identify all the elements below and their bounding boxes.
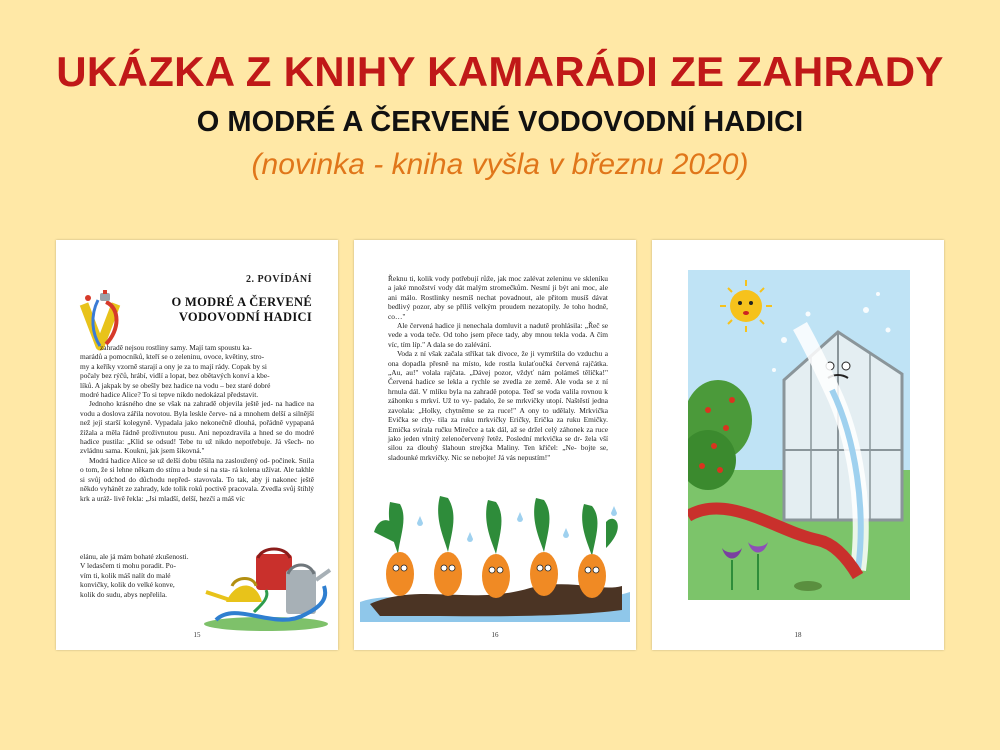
page-number: 16 (491, 631, 499, 639)
chapter-tail: elánu, ale já mám bohaté zkušenosti. V ledasčem ti mohu poradit. Po- vím ti, kolik máš nalít do malé konvičky, kolik do velké konve, kolik do sudu, abys nepřelila. (80, 552, 189, 599)
book-page-18 (652, 240, 944, 650)
paragraph: Modrá hadice Alice se už delší dobu těšila na zasloužený od- počinek. Snila o tom, že si lehne někam do stínu a bude si na sta- rá kolena užívat. Ale takhle si svůj odchod do důchodu nepřed- stavovala. To tak, aby ji nakonec ještě někdo vyhánět ze zahrady, kde tolik roků poctivě pracovala. Zvedla svůj štíhlý krk a uráž- livě řekla: „Jsi mladší, delší, hezčí a máš víc (80, 455, 314, 503)
main-title: UKÁZKA Z KNIHY KAMARÁDI ZE ZAHRADY (56, 48, 944, 95)
paragraph: Řeknu ti, kolik vody potřebují růže, jak moc zalévat zeleninu ve skleníku a jaké množství vody dát malým stromečkům. Nesmí ji být ani moc, ale ani málo. Rostlinky nesmíš nechat povadnout, ale přitom musíš dávat bedlivý pozor, aby se příliš velkým proudem nezatopily. Je toho hodně, co…" (388, 274, 608, 321)
chapter-title: O MODRÉ A ČERVENÉ VODOVODNÍ HADICI (171, 295, 312, 324)
watering-cans-illustration (196, 540, 336, 632)
page-number: 15 (193, 631, 201, 639)
chapter-intro: zahradě nejsou rostliny samy. Mají tam spoustu ka- marádů a pomocníků, kteří se o zeleninu, ovoce, květiny, stro- my a keříky vzorně starají a ony je za to mají rády. Copak by si počaly bez rýčů, hrábí, vidlí a lopat, bez obětavých konví a kbe- líků. A jakpak by se obešly bez hadice na vodu – bez staré dobré modré hadice Alice? To si tepve nikdo nedokázal představit. Jednoho krásného dne se však na zahradě objevila ještě jed- na hadice na vodu a doslova zářila novotou. Byla leskle červe- ná a mnohem delší a silnější než její starší kolegyně. Vypadala jako nekonečně dlouhá, pořádně vypapaná žížala a měla řádně proživnutou pusu. Ani nepozdravila a hned se do modré hadice pustila: „Klid se odsud! Tebe tu už nikdo nepotřebuje. Já všech- no zvládnu sama. Koukni, jak jsem šikovná." Modrá hadice Alice se už delší dobu těšila na zasloužený od- počinek. Snila o tom, že si lehne někam do stínu a bude si na sta- rá kolena užívat. Ale takhle si svůj odchod do důchodu nepřed- stavovala. To tak, aby ji nakonec ještě někdo vyhánět ze zahrady, kde tolik roků poctivě pracovala. Zvedla svůj štíhlý krk a uráž- livě řekla: „Jsi mladší, delší, hezčí a máš víc (80, 343, 314, 503)
paragraph: Ale červená hadice ji nenechala domluvit a nadutě prohlásila: „Řeč se vede a voda teče. Od toho jsem přece tady, aby mnou tekla voda. A čím víc, tím líp." A dala se do zalévání. (388, 321, 608, 349)
story-title: O MODRÉ A ČERVENÉ VODOVODNÍ HADICI (196, 106, 804, 138)
paragraph: Voda z ní však začala stříkat tak divoce, že ji vymrštila do vzduchu a ona dopadla přesně na místo, kde rostla kulaťoučká červená rajčátka. „Au, au!" volala rajčata. „Dávej pozor, vždyť nám polámeš tělíčka!" Červená hadice se lekla a rychle se zvedla ze země. Ale voda se z ní hrnula dál. V mlíku byla na zahradě potopa. Teď se voda valila rovnou k záhonku s mrkví. Už to vy- padalo, že se mrkvičky utopí. Naštěstí jedna zavolala: „Holky, chytněme se za ruce!" A ony to udělaly. Mrkvička Evička se chy- tila za ruku mrkvičky Eričky, Erička za ruku Emičky. Emička svírala ručku Mirečce a tak dál, až se držel celý záhonek za ruce jako jeden vlnitý zelenočervený řetěz. Poslední mrkvička se dr- žela vší silou za dlouhý šlahoun strejčka Maliny. Ten křičel: „Ne- bojte se, sladounké mrkvičky. Nic se nebojte! Já vás nepustím!" (388, 349, 608, 462)
chapter-number: 2. POVÍDÁNÍ (245, 274, 312, 285)
page-text (388, 274, 608, 462)
page-number: 18 (794, 631, 802, 639)
greenhouse-hose-illustration (688, 270, 910, 600)
paragraph: Jednoho krásného dne se však na zahradě objevila ještě jed- na hadice na vodu a doslova zářila novotou. Byla leskle červe- ná a mnohem delší a silnější než její starší kolegyně. Vypadala jako nekonečně dlouhá, pořádně vypapaná žížala a měla řádně proživnutou pusu. Ani nepozdravila a hned se do modré hadice pustila: „Klid se odsud! Tebe tu už nikdo nepotřebuje. Já všech- no zvládnu sama. Koukni, jak jsem šikovná." (80, 399, 314, 456)
release-note: (novinka - kniha vyšla v březnu 2020) (251, 148, 749, 181)
carrots-flood-illustration (360, 492, 630, 632)
book-page-15 (56, 240, 338, 650)
book-page-16 (354, 240, 636, 650)
